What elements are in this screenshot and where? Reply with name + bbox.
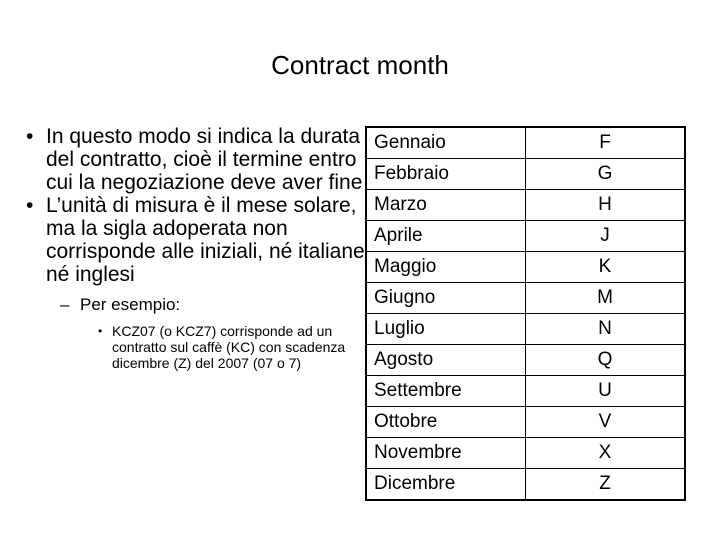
month-code-cell: X	[526, 438, 686, 469]
month-name-cell: Giugno	[366, 283, 526, 314]
month-code-cell: J	[526, 221, 686, 252]
month-name-cell: Maggio	[366, 252, 526, 283]
table-row	[366, 376, 685, 407]
bullet-list	[20, 125, 365, 371]
month-code-cell: U	[526, 376, 686, 407]
month-code-cell: F	[526, 127, 686, 159]
table-row	[366, 127, 685, 159]
slide-title: Contract month	[271, 50, 449, 80]
month-name-cell: Aprile	[366, 221, 526, 252]
table-row	[366, 283, 685, 314]
bullet-item	[20, 125, 365, 194]
month-name-cell: Febbraio	[366, 159, 526, 190]
bullet-text: L’unità di misura è il mese solare, ma la sigla adoperata non corrisponde alle iniziali, né italiane né inglesi	[46, 194, 365, 286]
month-code-cell: G	[526, 159, 686, 190]
month-name-cell: Novembre	[366, 438, 526, 469]
month-name-cell: Dicembre	[366, 469, 526, 501]
sub-sub-bullet-text: KCZ07 (o KCZ7) corrisponde ad un contratto sul caffè (KC) con scadenza dicembre (Z) del 2007 (07 o 7)	[112, 323, 346, 371]
month-code-cell: Q	[526, 345, 686, 376]
month-code-cell: Z	[526, 469, 686, 501]
month-code-cell: K	[526, 252, 686, 283]
bullet-item	[20, 194, 365, 286]
month-name-cell: Agosto	[366, 345, 526, 376]
bullet-icon: •	[98, 324, 103, 338]
month-code-cell: H	[526, 190, 686, 221]
month-name-cell: Marzo	[366, 190, 526, 221]
table-row	[366, 407, 685, 438]
month-code-table	[365, 126, 686, 501]
month-name-cell: Ottobre	[366, 407, 526, 438]
table-row	[366, 469, 685, 501]
sub-bullet-item	[20, 295, 365, 315]
table-row	[366, 252, 685, 283]
table-row	[366, 314, 685, 345]
month-code-cell: V	[526, 407, 686, 438]
table-row	[366, 345, 685, 376]
month-name-cell: Settembre	[366, 376, 526, 407]
month-name-cell: Gennaio	[366, 127, 526, 159]
month-name-cell: Luglio	[366, 314, 526, 345]
bullet-icon: •	[26, 194, 34, 217]
bullet-icon: •	[26, 125, 34, 148]
month-code-cell: M	[526, 283, 686, 314]
sub-bullet-text: Per esempio:	[80, 295, 181, 314]
table-row	[366, 438, 685, 469]
month-code-cell: N	[526, 314, 686, 345]
bullet-text: In questo modo si indica la durata del contratto, cioè il termine entro cui la negoziazione deve aver fine	[46, 125, 363, 194]
table-row	[366, 221, 685, 252]
table-row	[366, 190, 685, 221]
dash-icon: –	[60, 295, 70, 314]
sub-sub-bullet-item	[20, 323, 365, 371]
table-row	[366, 159, 685, 190]
